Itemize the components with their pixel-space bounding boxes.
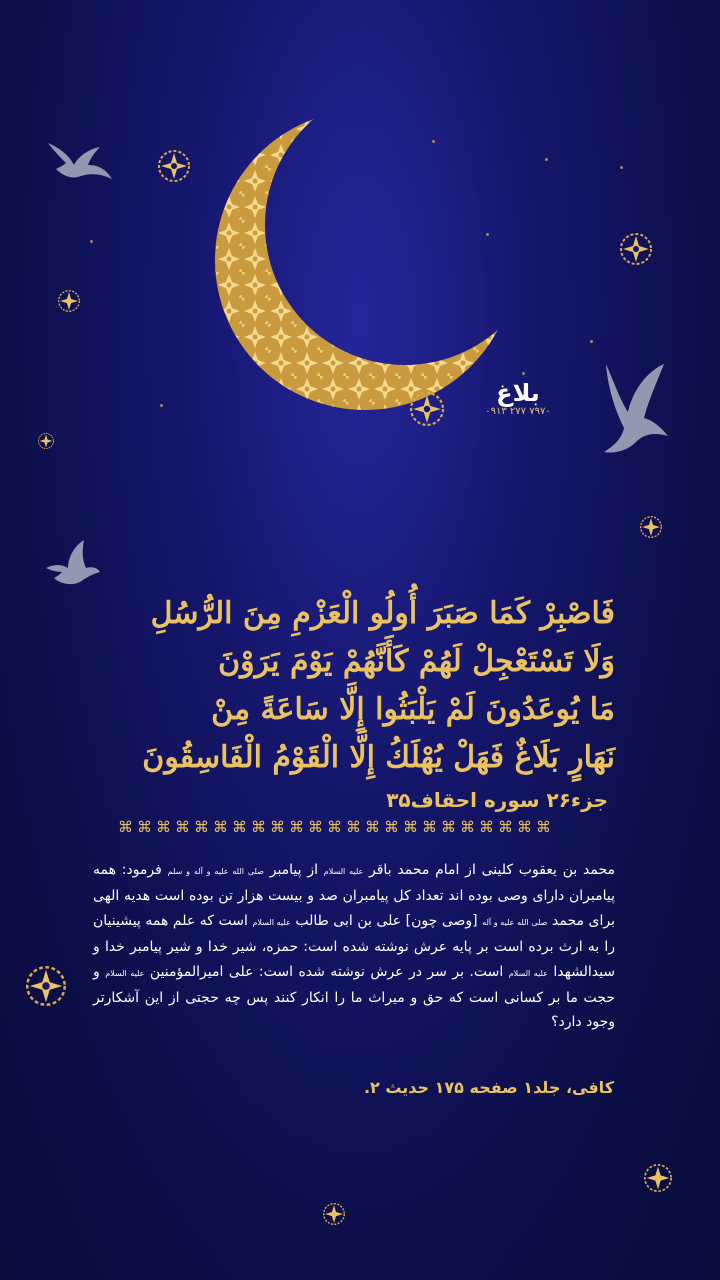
verse-line: فَاصْبِرْ كَمَا صَبَرَ أُولُو الْعَزْمِ مِنَ الرُّسُلِ	[150, 596, 615, 631]
verse-line: وَلَا تَسْتَعْجِلْ لَهُمْ كَأَنَّهُمْ يَوْمَ يَرَوْنَ	[218, 644, 615, 679]
honorific: علیه السلام	[105, 968, 145, 978]
dove-icon	[44, 135, 114, 185]
flower-ornament-icon	[26, 966, 66, 1006]
verse-reference: جزء۲۶ سوره احقاف۳۵	[386, 788, 608, 812]
flower-ornament-icon	[410, 392, 444, 426]
hadith-part: است که علم همه پیشینیان را به ارث برده است بر پایه عرش نوشته شده است: حمزه، شیر خدا و شیر پیامبر خدا و سیدالشهدا	[93, 912, 616, 980]
quran-verse	[95, 590, 615, 782]
flower-ornament-icon	[38, 433, 54, 449]
hadith-part: [وصی چون] علی بن ابی طالب	[295, 912, 478, 929]
dove-icon	[44, 538, 102, 586]
hadith-part: فرمود: همه پیامبران دارای وصی بوده اند تعداد کل پیامبران صد و بیست هزار تن بوده است هدیه الهی برای محمد	[93, 862, 616, 929]
flower-ornament-icon	[58, 290, 80, 312]
crescent-moon-icon	[190, 90, 550, 420]
ornamental-divider: ⌘⌘⌘⌘⌘⌘⌘⌘⌘⌘⌘⌘⌘⌘⌘⌘⌘⌘⌘⌘⌘⌘⌘	[118, 818, 555, 836]
flower-ornament-icon	[323, 1203, 345, 1225]
brand-logo	[458, 380, 578, 440]
honorific: علیه السلام	[323, 867, 364, 876]
flower-ornament-icon	[640, 516, 662, 538]
hadith-part: است. بر سر در عرش نوشته شده است: علی امیرالمؤمنین	[149, 963, 504, 980]
flower-ornament-icon	[620, 233, 652, 265]
honorific: صلی الله علیه و آله	[482, 917, 548, 927]
flower-ornament-icon	[158, 150, 190, 182]
honorific: علیه السلام	[252, 917, 291, 927]
logo-name: بلاغ	[496, 379, 540, 407]
verse-line: نَهَارٍ بَلَاغٌ فَهَلْ يُهْلَكُ إِلَّا الْقَوْمُ الْفَاسِقُونَ	[142, 740, 615, 775]
dove-icon	[598, 362, 673, 457]
hadith-part: و حجت ما بر کسانی است که حق و میراث ما را انکار کنند پس چه حجتی از این آشکارتر وجود دارد؟	[93, 963, 615, 1031]
hadith-part: محمد بن یعقوب کلینی از امام محمد باقر	[369, 862, 615, 878]
honorific: صلی الله علیه و آله و سلم	[167, 867, 264, 876]
honorific: علیه السلام	[508, 968, 548, 978]
verse-line: مَا يُوعَدُونَ لَمْ يَلْبَثُوا إِلَّا سَاعَةً مِنْ	[211, 692, 615, 727]
hadith-part: از پیامبر	[269, 862, 318, 878]
hadith-text	[93, 858, 615, 1035]
logo-phone: ۰۹۱۳ ۲۷۷ ۷۹۷۰	[485, 406, 551, 417]
flower-ornament-icon	[644, 1164, 672, 1192]
hadith-source: کافی، جلد۱ صفحه ۱۷۵ حدیث ۲.	[363, 1078, 614, 1097]
